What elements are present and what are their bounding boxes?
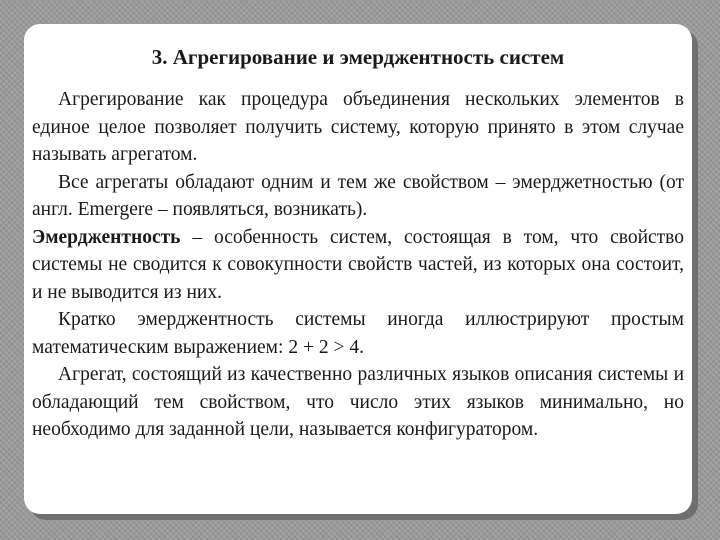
- paragraph-aggregates-property: Все агрегаты обладают одним и тем же свойством – эмерджетностью (от англ. Emergere – появляться, возникать).: [32, 171, 684, 220]
- paragraph-emergence-formula: Кратко эмерджентность системы иногда иллюстрируют простым математическим выражением: 2 + 2 > 4.: [32, 309, 684, 358]
- emergence-definition-text: – особенность систем, состоящая в том, что свойство системы не сводится к совокупности свойств частей, из которых она состоит, и не выводится из них.: [32, 226, 684, 303]
- slide-title: 3. Агрегирование и эмерджентность систем: [151, 45, 565, 69]
- slide: [24, 24, 692, 514]
- paragraph-emergence-definition: [32, 224, 684, 307]
- paragraph-configurator: Агрегат, состоящий из качественно различных языков описания системы и обладающий тем свойством, что число этих языков минимально, но необходимо для заданной цели, называется конфигуратором.: [32, 364, 684, 440]
- paragraph-aggregation: Агрегирование как процедура объединения нескольких элементов в единое целое позволяет получить систему, которую принято в этом случае называть агрегатом.: [32, 89, 684, 165]
- emergence-term: Эмерджентность: [32, 226, 181, 248]
